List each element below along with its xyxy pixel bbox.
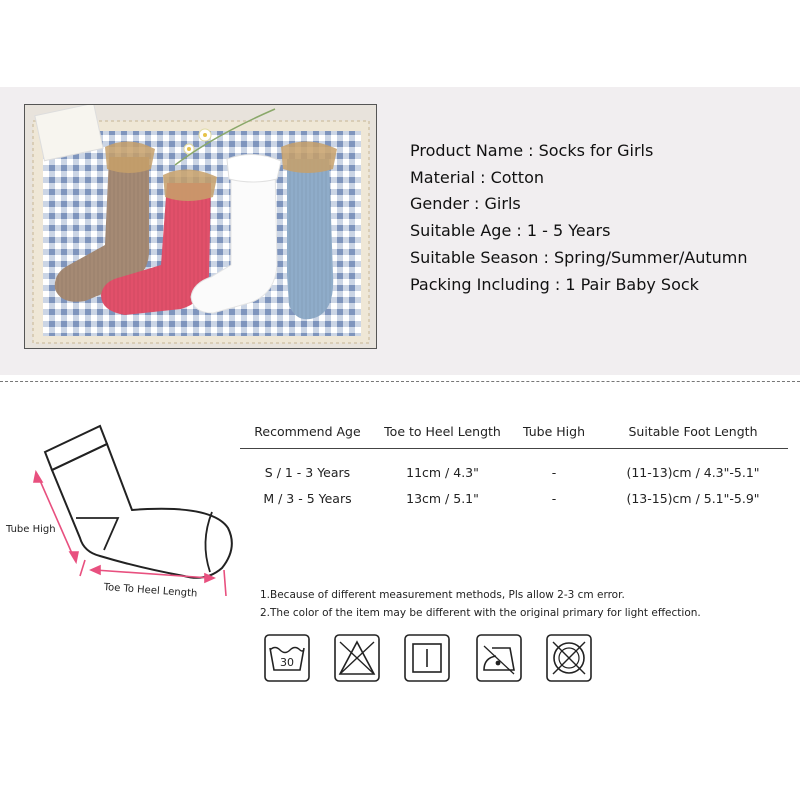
cell-foot-length: (13-15)cm / 5.1"-5.9": [626, 490, 760, 506]
section-divider: [0, 381, 800, 382]
suitable-season-line: Suitable Season : Spring/Summer/Autumn: [410, 247, 748, 267]
cell-toe-to-heel: 11cm / 4.3": [406, 464, 479, 480]
drip-dry-icon: [404, 634, 450, 682]
cell-foot-length: (11-13)cm / 4.3"-5.1": [626, 464, 760, 480]
wash-30-icon: [264, 634, 310, 682]
do-not-dry-clean-icon: [546, 634, 592, 682]
notes: [260, 586, 701, 622]
sock-measurement-diagram: [0, 410, 240, 610]
do-not-bleach-icon: [334, 634, 380, 682]
cell-age: M / 3 - 5 Years: [263, 490, 352, 506]
product-photo: [24, 104, 377, 349]
cell-tube-high: -: [551, 464, 557, 480]
packing-line: Packing Including : 1 Pair Baby Sock: [410, 274, 699, 294]
size-table-header: [240, 414, 788, 449]
socks-photo-illustration: [25, 105, 376, 348]
sock-outline-icon: [0, 410, 240, 610]
cell-toe-to-heel: 13cm / 5.1": [406, 490, 479, 506]
material-line: Material : Cotton: [410, 167, 544, 187]
note-measurement: 1.Because of different measurement methods, Pls allow 2-3 cm error.: [260, 589, 625, 601]
product-name-line: Product Name : Socks for Girls: [410, 141, 654, 160]
toe-to-heel-label: Toe To Heel Length: [103, 582, 198, 600]
product-info: [410, 138, 748, 298]
table-row: [240, 449, 788, 486]
suitable-age-line: Suitable Age : 1 - 5 Years: [410, 221, 611, 241]
cell-age: S / 1 - 3 Years: [264, 464, 351, 480]
tube-high-label: Tube High: [6, 524, 56, 535]
iron-low-icon: [476, 634, 522, 682]
header-toe-to-heel: Toe to Heel Length: [375, 414, 510, 449]
wash-temp-text: 30: [280, 656, 294, 669]
note-color: 2.The color of the item may be different with the original primary for light effection.: [260, 607, 701, 619]
gender-line: Gender : Girls: [410, 194, 521, 214]
table-row: [240, 485, 788, 511]
header-recommend-age: Recommend Age: [240, 414, 375, 449]
header-tube-high: Tube High: [510, 414, 598, 449]
size-table: [240, 414, 788, 511]
header-foot-length: Suitable Foot Length: [598, 414, 788, 449]
cell-tube-high: -: [551, 490, 557, 506]
